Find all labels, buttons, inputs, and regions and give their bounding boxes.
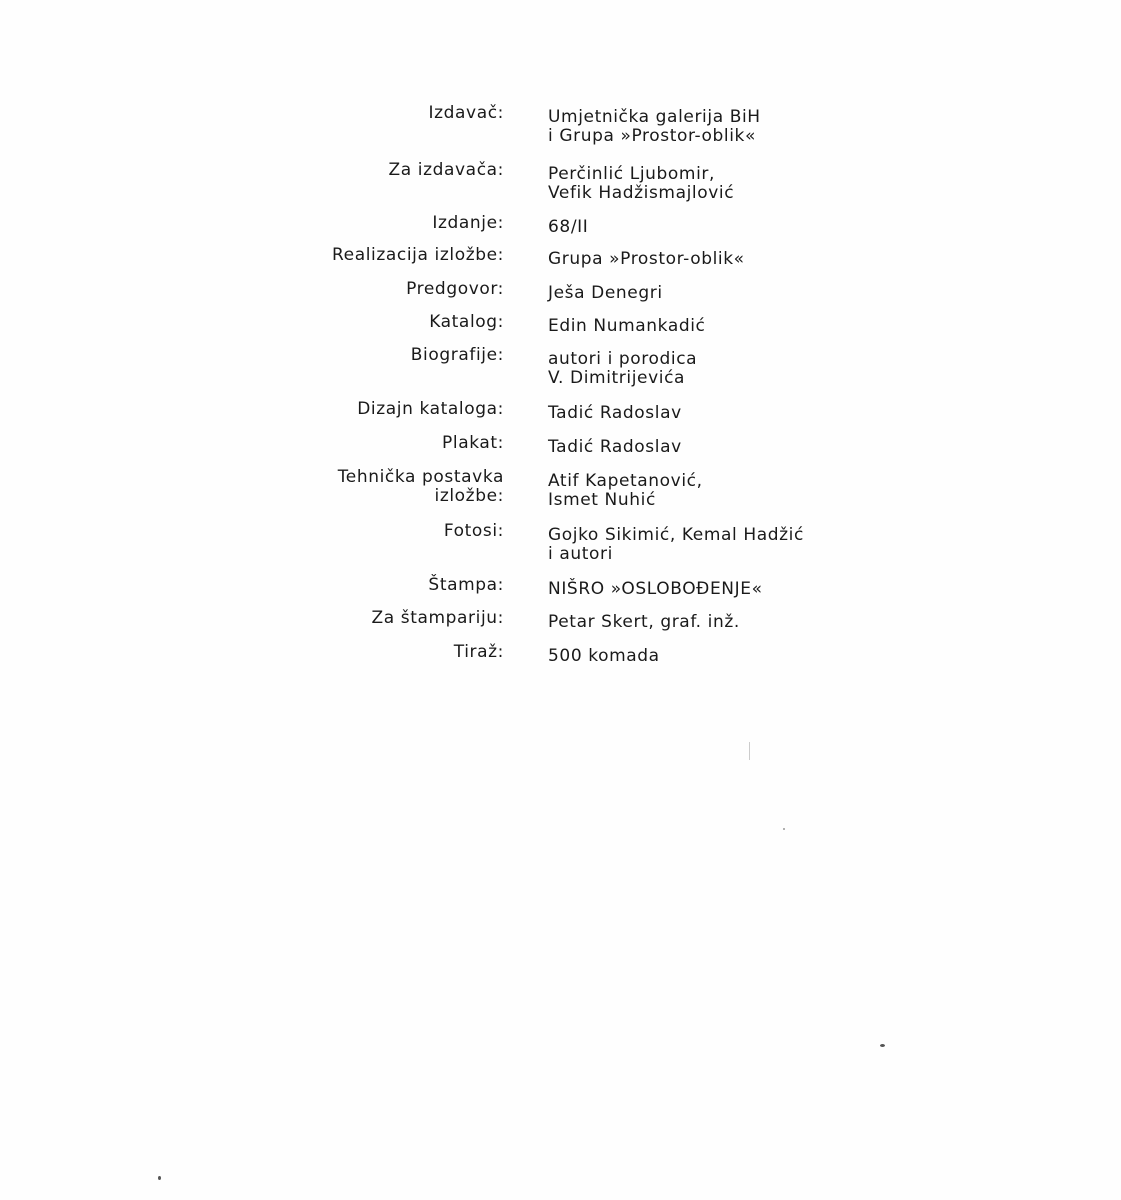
imprint-value-line: Umjetnička galerija BiH [548, 107, 761, 127]
imprint-label: Štampa: [428, 575, 504, 595]
imprint-value [548, 317, 868, 336]
imprint-label: Izdavač: [428, 103, 504, 123]
imprint-value [548, 580, 868, 599]
imprint-value [548, 404, 868, 423]
imprint-value-line: Petar Skert, graf. inž. [548, 612, 740, 632]
imprint-value [548, 250, 868, 269]
paper-crease [749, 742, 750, 760]
imprint-value-line: Tadić Radoslav [548, 437, 682, 457]
imprint-label: Dizajn kataloga: [357, 399, 504, 419]
imprint-label: Tehnička postavka izložbe: [337, 467, 504, 506]
imprint-label: Za izdavača: [388, 160, 504, 180]
paper-speck [880, 1044, 885, 1047]
imprint-value-line: Grupa »Prostor-oblik« [548, 249, 745, 269]
imprint-label: Plakat: [442, 433, 504, 453]
imprint-label: Fotosi: [443, 521, 504, 541]
imprint-value [548, 218, 868, 237]
imprint-value-line: 68/II [548, 217, 589, 237]
imprint-value [548, 350, 868, 388]
imprint-label: Predgovor: [406, 279, 504, 299]
imprint-value-line: i autori [548, 544, 613, 564]
imprint-value-line: Edin Numankadić [548, 316, 706, 336]
imprint-value [548, 472, 868, 510]
imprint-label: Katalog: [429, 312, 504, 332]
imprint-value-line: Ješa Denegri [548, 283, 663, 303]
paper-speck [783, 828, 785, 830]
imprint-value-line: Ismet Nuhić [548, 490, 656, 510]
imprint-label: Tiraž: [453, 642, 504, 662]
imprint-value [548, 108, 868, 146]
imprint-label: Biografije: [410, 345, 504, 365]
imprint-value [548, 165, 868, 203]
imprint-value-line: Atif Kapetanović, [548, 471, 703, 491]
imprint-label: Izdanje: [432, 213, 504, 233]
imprint-label: Realizacija izložbe: [332, 245, 504, 265]
imprint-value-line: autori i porodica [548, 349, 698, 369]
paper-speck [158, 1176, 161, 1180]
imprint-value [548, 284, 868, 303]
imprint-value [548, 526, 868, 564]
imprint-value [548, 647, 868, 666]
imprint-value-line: NIŠRO »OSLOBOĐENJE« [548, 579, 763, 599]
imprint-value-line: 500 komada [548, 646, 660, 666]
imprint-value-line: Tadić Radoslav [548, 403, 682, 423]
imprint-value-line: Gojko Sikimić, Kemal Hadžić [548, 525, 804, 545]
imprint-value-line: Vefik Hadžismajlović [548, 183, 735, 203]
imprint-value-line: i Grupa »Prostor-oblik« [548, 126, 757, 146]
imprint-value [548, 613, 868, 632]
imprint-value-line: V. Dimitrijevića [548, 368, 686, 388]
imprint-value-line: Perčinlić Ljubomir, [548, 164, 715, 184]
imprint-value [548, 438, 868, 457]
imprint-label: Za štampariju: [371, 608, 504, 628]
